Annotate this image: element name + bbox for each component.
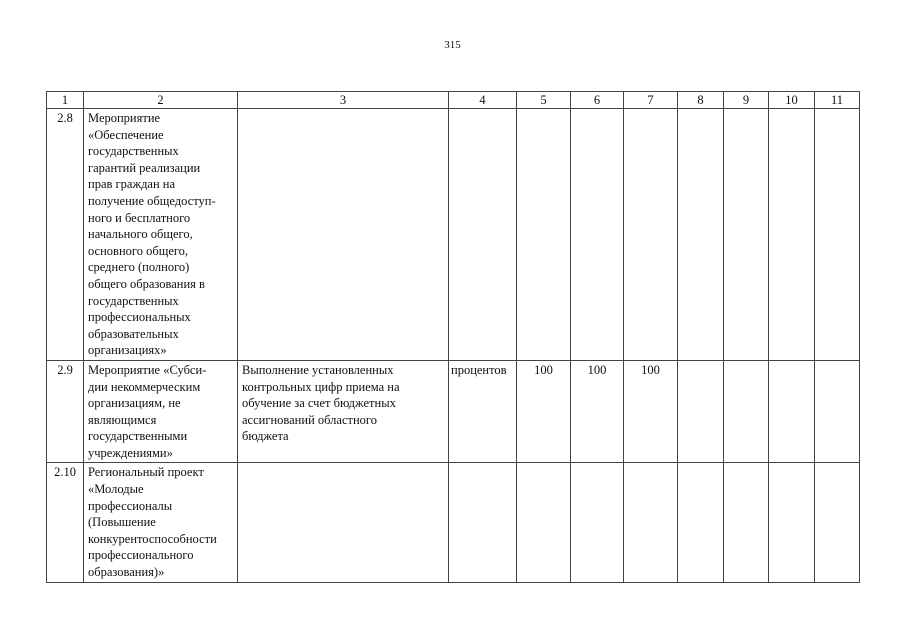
column-header: 2 — [84, 92, 238, 109]
value-cell-v11 — [815, 463, 860, 582]
row-number-cell: 2.9 — [47, 360, 84, 463]
activity-name-cell — [84, 463, 238, 582]
value-cell-v6 — [571, 463, 624, 582]
activity-name-line: образования)» — [88, 565, 165, 580]
activity-name-line: прав граждан на — [88, 177, 176, 192]
value-cell-v8 — [678, 463, 724, 582]
value-cell-v10 — [769, 109, 815, 361]
activity-name-line: ного и бесплатного — [88, 210, 191, 225]
column-header: 3 — [238, 92, 449, 109]
value-cell-v7 — [624, 109, 678, 361]
activity-name-line: государственными — [88, 429, 188, 444]
value-cell-v5 — [517, 109, 571, 361]
value-cell-v11 — [815, 109, 860, 361]
value-cell-v6: 100 — [571, 360, 624, 463]
activity-name-line: государственных — [88, 144, 179, 159]
column-header: 7 — [624, 92, 678, 109]
activity-name-line: Мероприятие «Субси- — [88, 362, 207, 377]
unit-cell: процентов — [449, 360, 517, 463]
activity-name-line: начального общего, — [88, 227, 193, 242]
activity-name-line: общего образования в — [88, 276, 205, 291]
page-number: 315 — [444, 39, 461, 51]
table-row — [47, 463, 860, 582]
value-cell-v9 — [724, 360, 769, 463]
value-cell-v7 — [624, 463, 678, 582]
value-cell-v9 — [724, 463, 769, 582]
activity-name-line: (Повышение — [88, 515, 156, 530]
row-number-cell: 2.10 — [47, 463, 84, 582]
indicator-line: обучение за счет бюджетных — [242, 396, 396, 411]
indicator-cell — [238, 109, 449, 361]
activity-name-line: Мероприятие — [88, 111, 161, 125]
header-row — [47, 92, 860, 109]
activity-name-line: образовательных — [88, 326, 179, 341]
column-header: 9 — [724, 92, 769, 109]
indicator-cell — [238, 360, 449, 463]
table-row — [47, 109, 860, 361]
indicator-line: контрольных цифр приема на — [242, 379, 400, 394]
column-header: 5 — [517, 92, 571, 109]
activity-name-line: среднего (полного) — [88, 260, 190, 275]
unit-cell — [449, 463, 517, 582]
table-row — [47, 360, 860, 463]
activity-name-line: государственных — [88, 293, 179, 308]
value-cell-v10 — [769, 463, 815, 582]
value-cell-v11 — [815, 360, 860, 463]
indicator-line: ассигнований областного — [242, 412, 377, 427]
activity-name-line: конкурентоспособности — [88, 531, 217, 546]
column-header: 8 — [678, 92, 724, 109]
value-cell-v8 — [678, 109, 724, 361]
activity-name-line: учреждениями» — [88, 445, 173, 460]
activity-name-line: Региональный проект — [88, 465, 204, 480]
activity-name-line: основного общего, — [88, 243, 189, 258]
activity-name-line: профессионалы — [88, 498, 173, 513]
column-header: 4 — [449, 92, 517, 109]
activity-name-cell — [84, 360, 238, 463]
activity-name-line: гарантий реализации — [88, 160, 201, 175]
activity-name-line: являющимся — [88, 412, 157, 427]
activity-name-line: профессионального — [88, 548, 194, 563]
activity-name-line: профессиональных — [88, 310, 191, 325]
value-cell-v5 — [517, 463, 571, 582]
program-table — [46, 91, 860, 583]
column-header: 10 — [769, 92, 815, 109]
value-cell-v10 — [769, 360, 815, 463]
value-cell-v6 — [571, 109, 624, 361]
value-cell-v8 — [678, 360, 724, 463]
activity-name-line: организациях» — [88, 343, 167, 358]
column-header: 6 — [571, 92, 624, 109]
row-number-cell: 2.8 — [47, 109, 84, 361]
indicator-line: бюджета — [242, 429, 289, 444]
column-header: 11 — [815, 92, 860, 109]
activity-name-line: организациям, не — [88, 396, 181, 411]
activity-name-cell — [84, 109, 238, 361]
activity-name-line: получение общедоступ- — [88, 193, 216, 208]
activity-name-line: «Молодые — [88, 482, 144, 497]
indicator-cell — [238, 463, 449, 582]
value-cell-v9 — [724, 109, 769, 361]
unit-cell — [449, 109, 517, 361]
value-cell-v7: 100 — [624, 360, 678, 463]
column-header: 1 — [47, 92, 84, 109]
activity-name-line: «Обеспечение — [88, 127, 164, 142]
activity-name-line: дии некоммерческим — [88, 379, 201, 394]
value-cell-v5: 100 — [517, 360, 571, 463]
indicator-line: Выполнение установленных — [242, 362, 394, 377]
